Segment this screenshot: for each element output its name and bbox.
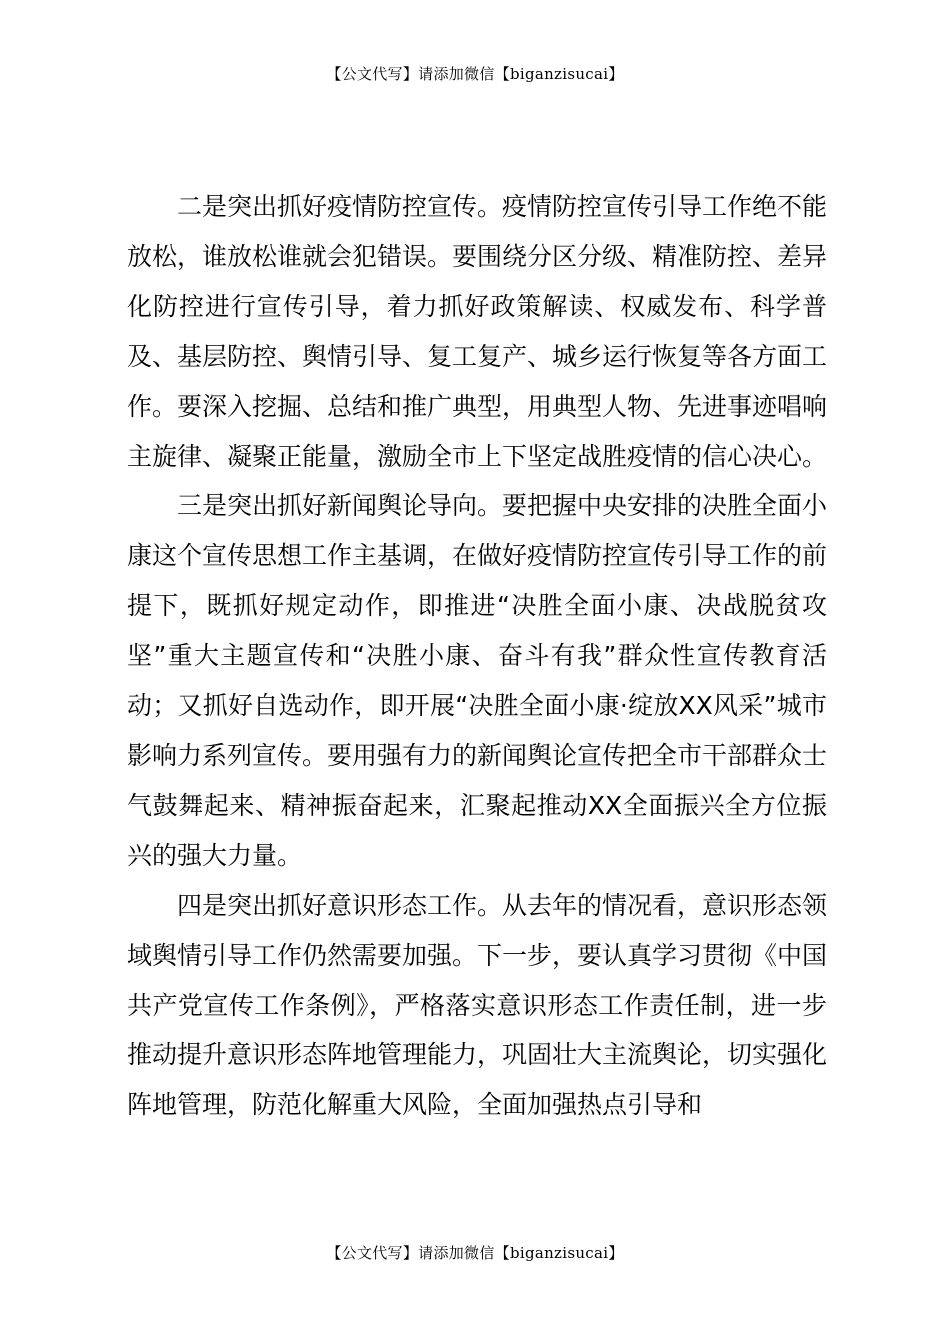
paragraph-news-opinion: 三是突出抓好新闻舆论导向。要把握中央安排的决胜全面小康这个宣传思想工作主基调，在做好疫情防控宣传引导工作的前提下，既抓好规定动作，即推进“决胜全面小康、决战脱贫攻坚”重大主题宣传和“决胜小康、奋斗有我”群众性宣传教育活动；又抓好自选动作，即开展“决胜全面小康·绽放XX风采”城市影响力系列宣传。要用强有力的新闻舆论宣传把全市干部群众士气鼓舞起来、精神振奋起来，汇聚起推动XX全面振兴全方位振兴的强大力量。 [127, 491, 828, 870]
paragraph-ideology-work: 四是突出抓好意识形态工作。从去年的情况看，意识形态领域舆情引导工作仍然需要加强。下一步，要认真学习贯彻《中国共产党宣传工作条例》，严格落实意识形态工作责任制，进一步推动提升意识形态阵地管理能力，巩固壮大主流舆论，切实强化阵地管理，防范化解重大风险，全面加强热点引导和 [127, 890, 828, 1120]
page-header: 【公文代写】请添加微信【biganzisucai】 [326, 65, 624, 83]
paragraph-epidemic-publicity: 二是突出抓好疫情防控宣传。疫情防控宣传引导工作绝不能放松，谁放松谁就会犯错误。要围绕分区分级、精准防控、差异化防控进行宣传引导，着力抓好政策解读、权威发布、科学普及、基层防控、舆情引导、复工复产、城乡运行恢复等各方面工作。要深入挖掘、总结和推广典型，用典型人物、先进事迹唱响主旋律、凝聚正能量，激励全市上下坚定战胜疫情的信心决心。 [127, 192, 828, 471]
document-body [127, 182, 827, 1130]
page-footer: 【公文代写】请添加微信【biganzisucai】 [326, 1244, 624, 1262]
